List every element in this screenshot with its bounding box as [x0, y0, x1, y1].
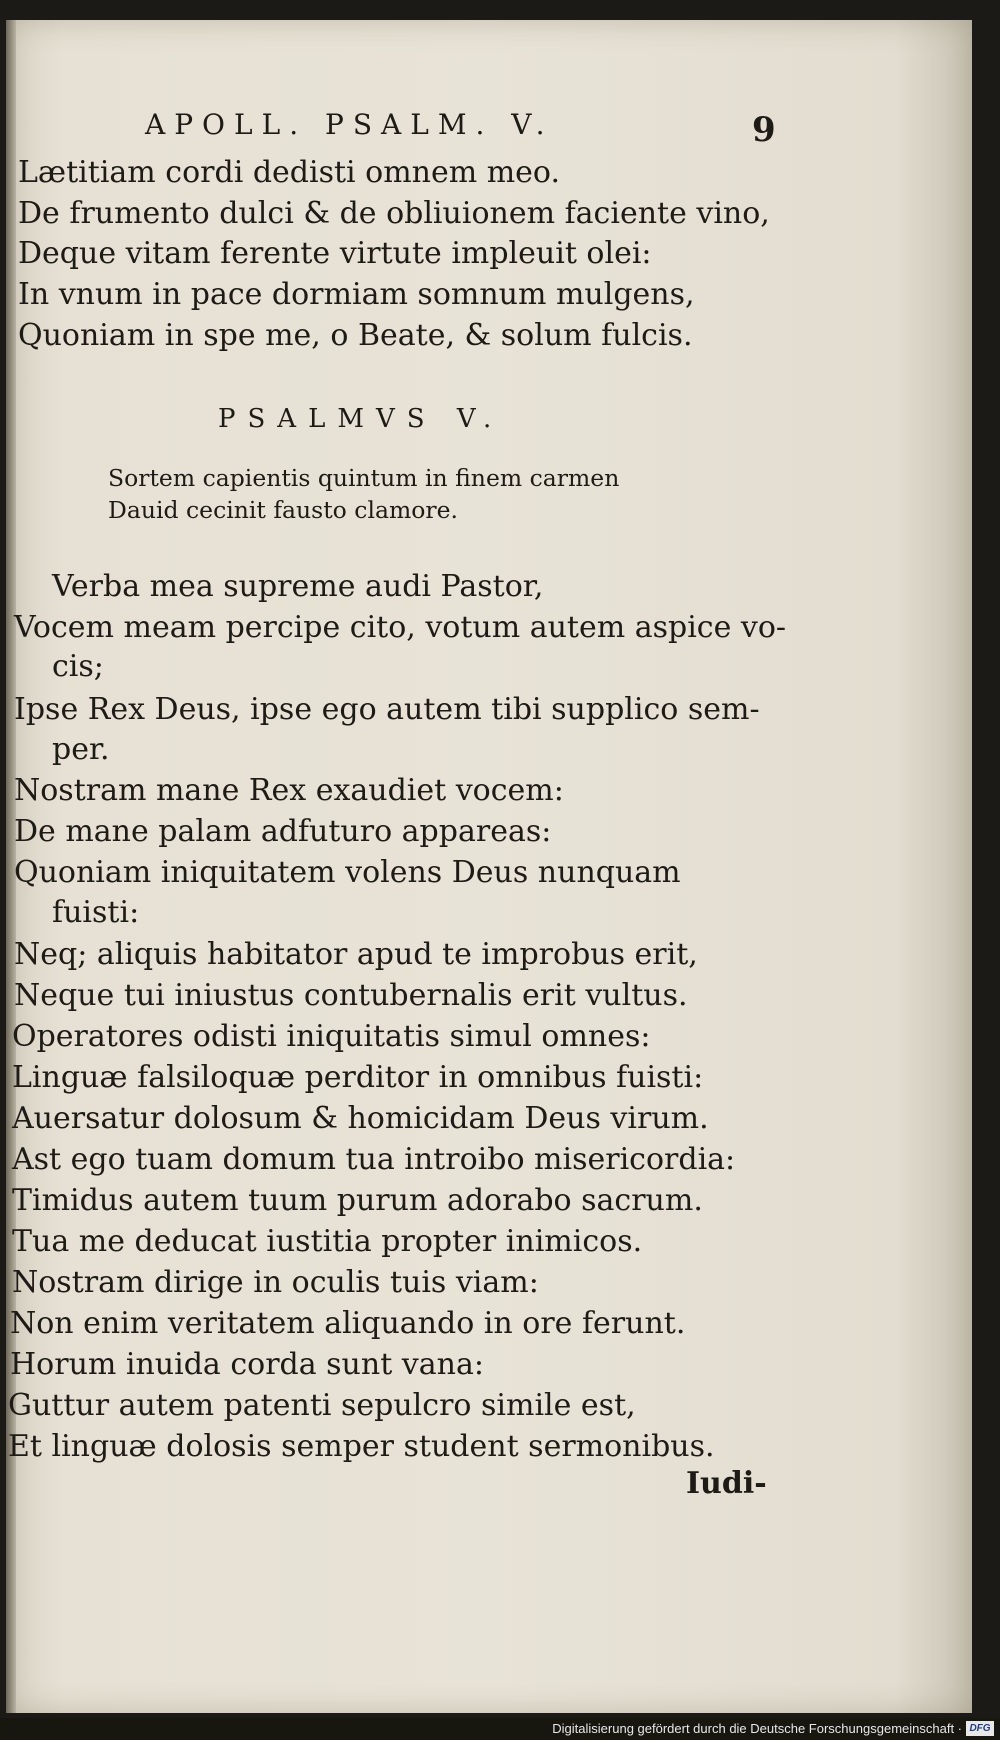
psalm-line: Nostram dirige in oculis tuis viam: [12, 1265, 539, 1300]
page-number: 9 [752, 110, 776, 150]
argument-line: Sortem capientis quintum in finem carmen [108, 464, 620, 492]
dfg-logo-icon: DFG [966, 1721, 994, 1736]
psalm-line: Linguæ falsiloquæ perditor in omnibus fuisti: [12, 1060, 704, 1095]
psalm-line: Timidus autem tuum purum adorabo sacrum. [12, 1183, 703, 1218]
section-heading: PSALMVS V. [218, 404, 504, 434]
psalm-line: Quoniam iniquitatem volens Deus nunquam [14, 855, 681, 890]
verse-line: Deque vitam ferente virtute impleuit olei: [18, 236, 652, 271]
argument-line: Dauid cecinit fausto clamore. [108, 496, 459, 524]
psalm-line: Verba mea supreme audi Pastor, [52, 569, 544, 604]
verse-line: Lætitiam cordi dedisti omnem meo. [18, 155, 561, 190]
psalm-line: Neq; aliquis habitator apud te improbus erit, [14, 937, 698, 972]
running-title: APOLL. PSALM. V. [145, 108, 554, 141]
psalm-line: Guttur autem patenti sepulcro simile est, [8, 1388, 636, 1423]
psalm-line: Et linguæ dolosis semper student sermonibus. [8, 1429, 715, 1464]
psalm-line: Tua me deducat iustitia propter inimicos. [12, 1224, 643, 1259]
psalm-line: Ast ego tuam domum tua introibo misericordia: [12, 1142, 736, 1177]
psalm-line: Horum inuida corda sunt vana: [10, 1347, 484, 1382]
psalm-line: Nostram mane Rex exaudiet vocem: [14, 773, 564, 808]
psalm-line: fuisti: [52, 895, 140, 930]
verse-line: In vnum in pace dormiam somnum mulgens, [18, 277, 695, 312]
catchword: Iudi- [686, 1466, 767, 1501]
psalm-line: Vocem meam percipe cito, votum autem aspice vo- [14, 610, 787, 645]
psalm-line: Non enim veritatem aliquando in ore ferunt. [10, 1306, 686, 1341]
verse-line: De frumento dulci & de obliuionem faciente vino, [18, 196, 770, 231]
psalm-line: Operatores odisti iniquitatis simul omnes: [12, 1019, 651, 1054]
psalm-line: Ipse Rex Deus, ipse ego autem tibi supplico sem- [14, 692, 760, 727]
psalm-line: per. [52, 732, 110, 767]
psalm-line: Neque tui iniustus contubernalis erit vultus. [14, 978, 688, 1013]
psalm-line: Auersatur dolosum & homicidam Deus virum. [12, 1101, 709, 1136]
footer-credit-text: Digitalisierung gefördert durch die Deutsche Forschungsgemeinschaft · [552, 1721, 962, 1736]
psalm-line: De mane palam adfuturo appareas: [14, 814, 552, 849]
psalm-line: cis; [52, 649, 104, 684]
verse-line: Quoniam in spe me, o Beate, & solum fulcis. [18, 318, 693, 353]
